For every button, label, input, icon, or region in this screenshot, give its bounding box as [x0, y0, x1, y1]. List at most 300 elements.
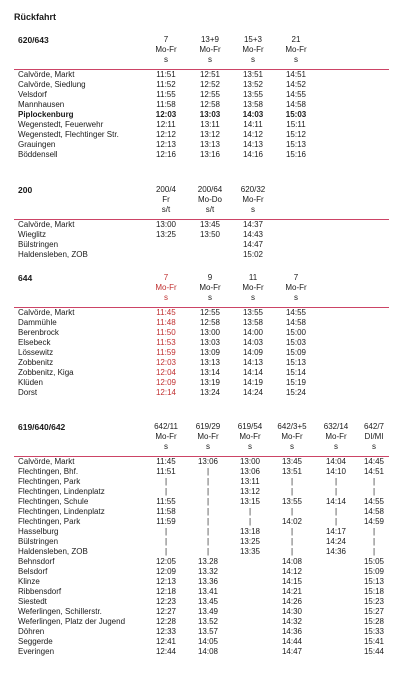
trip-header-line: Mo-Fr — [281, 432, 303, 441]
departure-time: 14:15 — [281, 577, 303, 586]
departure-time: 15:14 — [285, 368, 307, 377]
departure-time: | — [206, 517, 210, 526]
departure-time: 15:28 — [363, 617, 385, 626]
departure-time: | — [206, 547, 210, 556]
departure-time: 13:13 — [199, 140, 221, 149]
departure-time: 12:44 — [155, 647, 177, 656]
stop-name: Mannhausen — [18, 100, 65, 109]
trip-header-line: Mo-Do — [197, 195, 222, 204]
departure-time: 12:04 — [155, 368, 177, 377]
stop-name: Dorst — [18, 388, 38, 397]
departure-time: | — [334, 507, 338, 516]
trip-header-line: Mo-Fr — [325, 432, 347, 441]
departure-time: 13:52 — [242, 80, 264, 89]
trip-header-line: s — [208, 55, 212, 64]
departure-time: 13:13 — [199, 358, 221, 367]
departure-time: | — [164, 487, 168, 496]
trip-header-line: s — [334, 442, 338, 451]
departure-time: 12:58 — [199, 100, 221, 109]
departure-time: 15:41 — [363, 637, 385, 646]
stop-name: Flechtingen, Schule — [18, 497, 89, 506]
stop-row — [14, 517, 389, 527]
trip-header-line: s — [251, 55, 255, 64]
departure-time: | — [206, 527, 210, 536]
trip-header-line: 200/4 — [155, 185, 177, 194]
trip-column-header — [188, 422, 228, 452]
stop-row — [14, 90, 389, 100]
trip-header-line: Mo-Fr — [155, 432, 177, 441]
departure-time: 12:16 — [155, 150, 177, 159]
departure-time: | — [372, 477, 376, 486]
trip-header-line: Mo-Fr — [199, 283, 221, 292]
stop-name: Ribbensdorf — [18, 587, 62, 596]
stop-name: Weferlingen, Platz der Jugend — [18, 617, 126, 626]
departure-time: 14:03 — [242, 110, 264, 119]
timetable-block — [14, 33, 389, 160]
trip-header-line: s — [164, 442, 168, 451]
trip-header-line: s — [294, 293, 298, 302]
departure-time: 11:51 — [156, 70, 176, 79]
departure-time: 14:21 — [281, 587, 303, 596]
trip-column-header — [190, 35, 230, 65]
trip-header-line: 7 — [163, 35, 169, 44]
departure-time: 13:18 — [239, 527, 261, 536]
departure-time: 14:37 — [242, 220, 264, 229]
stop-name: Belsdorf — [18, 567, 48, 576]
stop-name: Klinze — [18, 577, 40, 586]
trip-header-line: Mo-Fr — [242, 195, 264, 204]
timetable-header — [14, 271, 389, 307]
trip-column-header — [276, 35, 316, 65]
stop-row — [14, 597, 389, 607]
trip-column-header — [233, 35, 273, 65]
stop-name: Calvörde, Markt — [18, 70, 75, 79]
departure-time: 11:59 — [156, 348, 176, 357]
stop-row — [14, 110, 389, 120]
departure-time: 12:12 — [155, 130, 177, 139]
trip-header-line: Mo-Fr — [155, 45, 177, 54]
departure-time: | — [248, 517, 252, 526]
departure-time: 14:13 — [242, 358, 264, 367]
departure-time: 14:14 — [325, 497, 347, 506]
trip-column-header — [146, 35, 186, 65]
stop-name: Calvörde, Siedlung — [18, 80, 86, 89]
trip-column-header — [190, 185, 230, 215]
stop-name: Piplockenburg — [18, 110, 74, 119]
departure-time: 14:32 — [281, 617, 303, 626]
stop-row — [14, 617, 389, 627]
departure-time: 15:11 — [286, 120, 306, 129]
stop-row — [14, 477, 389, 487]
departure-time: | — [290, 487, 294, 496]
stop-row — [14, 456, 389, 467]
stop-row — [14, 150, 389, 160]
stop-name: Hasselburg — [18, 527, 59, 536]
departure-time: 14:51 — [285, 70, 307, 79]
departure-time: 14:52 — [285, 80, 307, 89]
departure-time: 11:58 — [156, 507, 176, 516]
departure-time: | — [290, 527, 294, 536]
departure-time: | — [290, 547, 294, 556]
departure-time: 13:45 — [281, 457, 303, 466]
departure-time: 14:59 — [363, 517, 385, 526]
stop-name: Zobbenitz, Kiga — [18, 368, 74, 377]
stop-name: Seggerde — [18, 637, 53, 646]
stop-row — [14, 318, 389, 328]
trip-header-line: s/t — [161, 205, 171, 214]
stop-row — [14, 577, 389, 587]
departure-time: 12:11 — [156, 120, 176, 129]
trip-header-line: 15+3 — [243, 35, 263, 44]
trip-column-header — [276, 273, 316, 303]
departure-time: 12:28 — [155, 617, 177, 626]
departure-time: 12:23 — [155, 597, 177, 606]
trip-header-line: 7 — [293, 273, 299, 282]
departure-time: 14:55 — [363, 497, 385, 506]
departure-time: 13.57 — [197, 627, 219, 636]
stop-row — [14, 120, 389, 130]
departure-time: 15:44 — [363, 647, 385, 656]
departure-time: 15:13 — [363, 577, 385, 586]
departure-time: 14:05 — [197, 637, 219, 646]
departure-time: 14:16 — [242, 150, 264, 159]
departure-time: 13:12 — [199, 130, 221, 139]
departure-time: 14:04 — [325, 457, 347, 466]
timetable-header — [14, 420, 389, 456]
stop-name: Böddensell — [18, 150, 58, 159]
trip-header-line: DI/MI — [364, 432, 384, 441]
departure-time: 14:12 — [281, 567, 303, 576]
departure-time: 12:33 — [155, 627, 177, 636]
stop-name: Flechtingen, Lindenplatz — [18, 507, 105, 516]
departure-time: 13:55 — [281, 497, 303, 506]
trip-header-line: 619/54 — [237, 422, 263, 431]
stop-row — [14, 388, 389, 398]
departure-time: 14:02 — [281, 517, 303, 526]
departure-time: 14:19 — [242, 378, 264, 387]
departure-time: 12:13 — [155, 140, 177, 149]
trip-header-line: Fr — [162, 195, 170, 204]
stop-name: Grauingen — [18, 140, 56, 149]
departure-time: 14:58 — [285, 318, 307, 327]
stop-row — [14, 637, 389, 647]
stop-name: Calvörde, Markt — [18, 308, 75, 317]
departure-time: 14:12 — [242, 130, 264, 139]
departure-time: | — [372, 487, 376, 496]
departure-time: 14:55 — [285, 90, 307, 99]
trip-header-line: Mo-Fr — [242, 283, 264, 292]
departure-time: 13:09 — [199, 348, 221, 357]
departure-time: 12:13 — [155, 577, 177, 586]
departure-time: 11:48 — [156, 318, 176, 327]
trip-header-line: Mo-Fr — [155, 283, 177, 292]
departure-time: | — [372, 547, 376, 556]
stop-name: Bülstringen — [18, 537, 59, 546]
trip-header-line: 620/32 — [240, 185, 266, 194]
trip-header-line: 632/14 — [323, 422, 349, 431]
departure-time: 13:06 — [239, 467, 261, 476]
departure-time: 13.36 — [197, 577, 219, 586]
departure-time: 15:33 — [363, 627, 385, 636]
departure-time: 15:12 — [285, 130, 307, 139]
stop-name: Behnsdorf — [18, 557, 55, 566]
departure-time: 15:09 — [363, 567, 385, 576]
trip-column-header — [190, 273, 230, 303]
departure-time: 14:13 — [242, 140, 264, 149]
departure-time: | — [164, 537, 168, 546]
trip-header-line: s — [208, 293, 212, 302]
trip-header-line: Mo-Fr — [199, 45, 221, 54]
departure-time: 11:45 — [156, 457, 176, 466]
stop-row — [14, 358, 389, 368]
trip-header-line: 619/29 — [195, 422, 221, 431]
departure-time: 12:27 — [155, 607, 177, 616]
departure-time: 12:51 — [199, 70, 221, 79]
departure-time: 12:14 — [155, 388, 177, 397]
trip-column-header — [230, 422, 270, 452]
stop-row — [14, 230, 389, 240]
trip-header-line: s — [248, 442, 252, 451]
trip-column-header — [233, 273, 273, 303]
stop-row — [14, 240, 389, 250]
stop-name: Bülstringen — [18, 240, 59, 249]
departure-time: 15:05 — [363, 557, 385, 566]
trip-header-line: 7 — [163, 273, 169, 282]
departure-time: | — [164, 527, 168, 536]
departure-time: 13.45 — [197, 597, 219, 606]
departure-time: | — [206, 477, 210, 486]
departure-time: 14:58 — [285, 100, 307, 109]
trip-header-line: 13+9 — [200, 35, 220, 44]
departure-time: | — [290, 537, 294, 546]
stop-row — [14, 348, 389, 358]
stop-name: Flechtingen, Lindenplatz — [18, 487, 105, 496]
departure-time: 14:47 — [242, 240, 264, 249]
departure-time: | — [206, 507, 210, 516]
stop-row — [14, 100, 389, 110]
stop-name: Weferlingen, Schillerstr. — [18, 607, 102, 616]
departure-time: 14:00 — [242, 328, 264, 337]
departure-time: 14:55 — [285, 308, 307, 317]
departure-time: 14:17 — [325, 527, 347, 536]
departure-time: 14:58 — [363, 507, 385, 516]
stop-row — [14, 497, 389, 507]
departure-time: 14:47 — [281, 647, 303, 656]
departure-time: 15:00 — [285, 328, 307, 337]
departure-time: 12:05 — [155, 557, 177, 566]
departure-time: 11:55 — [156, 90, 176, 99]
departure-time: 13:58 — [242, 100, 264, 109]
departure-time: | — [164, 547, 168, 556]
departure-time: 14:24 — [242, 388, 264, 397]
timetable-header — [14, 33, 389, 69]
trip-column-header — [233, 185, 273, 215]
departure-time: 11:50 — [156, 328, 176, 337]
stop-row — [14, 130, 389, 140]
departure-time: 14:03 — [242, 338, 264, 347]
departure-time: | — [290, 477, 294, 486]
stop-row — [14, 587, 389, 597]
trip-header-line: 9 — [207, 273, 213, 282]
stop-row — [14, 537, 389, 547]
departure-time: | — [334, 517, 338, 526]
departure-time: 12:03 — [155, 110, 177, 119]
departure-time: 15:24 — [285, 388, 307, 397]
trip-column-header — [146, 185, 186, 215]
stop-row — [14, 378, 389, 388]
departure-time: 15:18 — [363, 587, 385, 596]
timetable-block — [14, 183, 389, 260]
stop-name: Dammühle — [18, 318, 57, 327]
trip-column-header — [146, 422, 186, 452]
route-number: 644 — [18, 273, 33, 283]
stop-row — [14, 250, 389, 260]
stop-name: Döhren — [18, 627, 45, 636]
stop-name: Wegenstedt, Flechtinger Str. — [18, 130, 119, 139]
departure-time: 13:35 — [239, 547, 261, 556]
timetable-header — [14, 183, 389, 219]
departure-time: 15:27 — [363, 607, 385, 616]
trip-header-line: s — [164, 293, 168, 302]
stop-name: Calvörde, Markt — [18, 457, 75, 466]
departure-time: 13:00 — [155, 220, 177, 229]
departure-time: 15:09 — [285, 348, 307, 357]
departure-time: 13:14 — [199, 368, 221, 377]
timetable-block — [14, 420, 389, 657]
departure-time: 12:09 — [155, 378, 177, 387]
trip-header-line: Mo-Fr — [239, 432, 261, 441]
departure-time: 14:43 — [242, 230, 264, 239]
departure-time: 13:55 — [242, 308, 264, 317]
departure-time: 12:58 — [199, 318, 221, 327]
stop-row — [14, 219, 389, 230]
stop-name: Everingen — [18, 647, 55, 656]
departure-time: | — [206, 537, 210, 546]
stop-row — [14, 140, 389, 150]
departure-time: 13.52 — [197, 617, 219, 626]
trip-header-line: Mo-Fr — [242, 45, 264, 54]
trip-header-line: s — [206, 442, 210, 451]
stop-name: Haldensleben, ZOB — [18, 547, 88, 556]
stop-row — [14, 607, 389, 617]
departure-time: 15:19 — [285, 378, 307, 387]
departure-time: 15:13 — [285, 140, 307, 149]
departure-time: 11:52 — [156, 80, 176, 89]
departure-time: 15:16 — [285, 150, 307, 159]
departure-time: 13.41 — [197, 587, 219, 596]
trip-header-line: s — [294, 55, 298, 64]
departure-time: 14:08 — [197, 647, 219, 656]
stop-name: Calvörde, Markt — [18, 220, 75, 229]
timetable-block — [14, 271, 389, 398]
departure-time: | — [334, 487, 338, 496]
stop-name: Flechtingen, Bhf. — [18, 467, 79, 476]
departure-time: 15:03 — [285, 338, 307, 347]
departure-time: 14:10 — [325, 467, 347, 476]
departure-time: 13:51 — [281, 467, 303, 476]
trip-header-line: 642/11 — [154, 422, 178, 431]
departure-time: 13:24 — [199, 388, 221, 397]
trip-header-line: s — [251, 205, 255, 214]
stop-name: Zobbenitz — [18, 358, 54, 367]
departure-time: 13:11 — [200, 120, 220, 129]
departure-time: | — [206, 487, 210, 496]
departure-time: | — [206, 497, 210, 506]
departure-time: 13:00 — [239, 457, 261, 466]
departure-time: 13:51 — [242, 70, 264, 79]
departure-time: 11:59 — [156, 517, 176, 526]
trip-column-header — [146, 273, 186, 303]
departure-time: | — [248, 507, 252, 516]
departure-time: 11:58 — [156, 100, 176, 109]
page-title: Rückfahrt — [14, 12, 57, 22]
departure-time: 13.32 — [197, 567, 219, 576]
trip-column-header — [316, 422, 356, 452]
departure-time: 13:15 — [239, 497, 261, 506]
departure-time: 12:41 — [155, 637, 177, 646]
departure-time: 12:55 — [199, 308, 221, 317]
departure-time: 14:44 — [281, 637, 303, 646]
route-number: 619/640/642 — [18, 422, 66, 432]
departure-time: 14:36 — [325, 547, 347, 556]
trip-column-header — [354, 422, 394, 452]
stop-row — [14, 627, 389, 637]
departure-time: 13:00 — [199, 328, 221, 337]
departure-time: 14:08 — [281, 557, 303, 566]
trip-header-line: s/t — [205, 205, 215, 214]
stop-name: Wieglitz — [18, 230, 47, 239]
departure-time: 14:11 — [243, 120, 263, 129]
departure-time: 15:23 — [363, 597, 385, 606]
departure-time: 13:03 — [199, 110, 221, 119]
departure-time: 12:18 — [155, 587, 177, 596]
departure-time: 14:36 — [281, 627, 303, 636]
trip-header-line: Mo-Fr — [285, 283, 307, 292]
stop-row — [14, 487, 389, 497]
departure-time: 12:52 — [199, 80, 221, 89]
departure-time: 11:55 — [156, 497, 176, 506]
stop-row — [14, 69, 389, 80]
stop-row — [14, 557, 389, 567]
departure-time: 14:09 — [242, 348, 264, 357]
trip-header-line: 642/3+5 — [277, 422, 307, 431]
departure-time: 13:55 — [242, 90, 264, 99]
stop-row — [14, 647, 389, 657]
stop-name: Siestedt — [18, 597, 47, 606]
departure-time: 13:06 — [197, 457, 219, 466]
departure-time: 13:50 — [199, 230, 221, 239]
stop-row — [14, 567, 389, 577]
departure-time: 13:16 — [199, 150, 221, 159]
departure-time: 13:45 — [199, 220, 221, 229]
stop-name: Elsebeck — [18, 338, 51, 347]
stop-name: Berenbrock — [18, 328, 59, 337]
stop-row — [14, 507, 389, 517]
trip-header-line: Mo-Fr — [285, 45, 307, 54]
stop-name: Klüden — [18, 378, 43, 387]
stop-name: Haldensleben, ZOB — [18, 250, 88, 259]
stop-row — [14, 527, 389, 537]
stop-row — [14, 467, 389, 477]
departure-time: | — [206, 467, 210, 476]
departure-time: 14:51 — [363, 467, 385, 476]
departure-time: 13:12 — [239, 487, 261, 496]
departure-time: 11:45 — [156, 308, 176, 317]
stop-row — [14, 368, 389, 378]
trip-header-line: 200/64 — [197, 185, 223, 194]
departure-time: 13:58 — [242, 318, 264, 327]
stop-name: Flechtingen, Park — [18, 517, 81, 526]
